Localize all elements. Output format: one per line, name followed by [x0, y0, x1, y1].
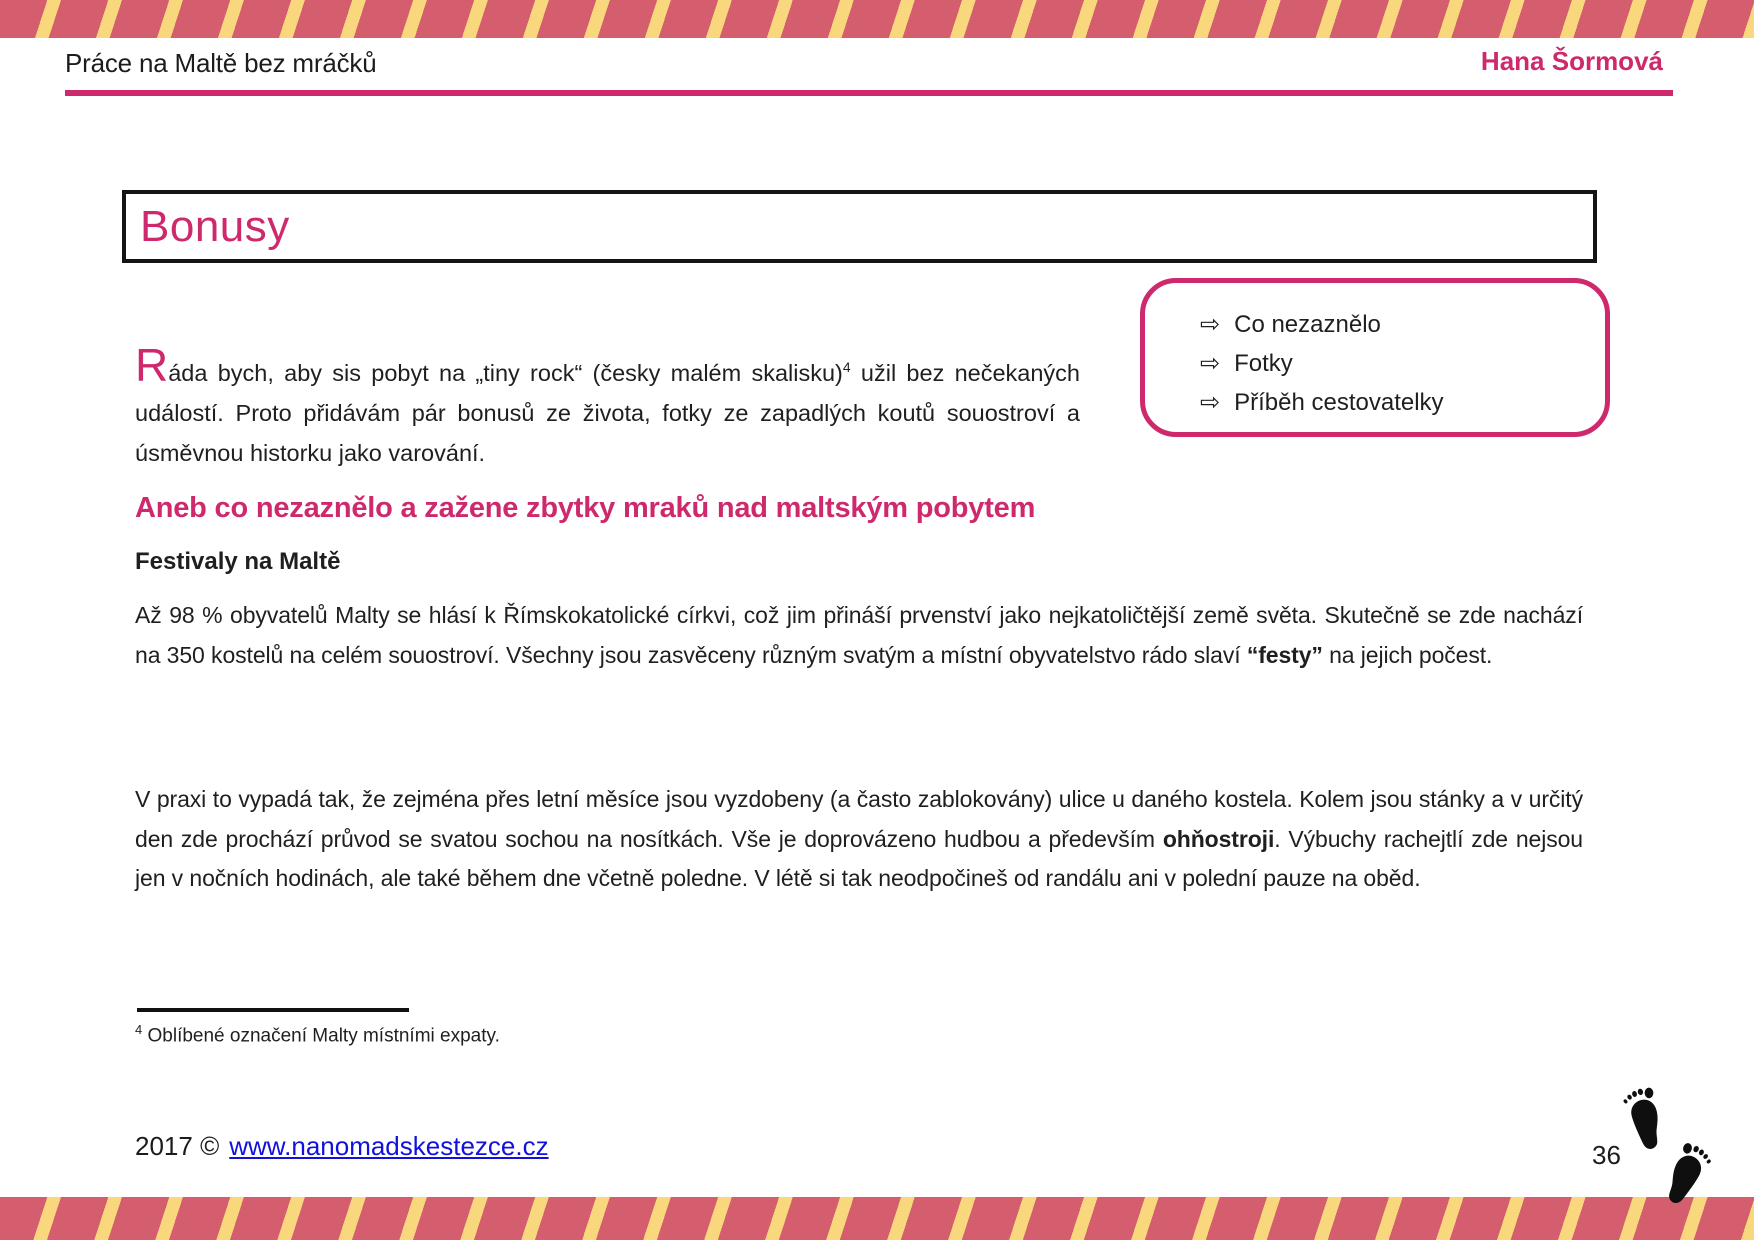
- arrow-right-icon: ⇨: [1200, 350, 1221, 377]
- paragraph-text: Až 98 % obyvatelů Malty se hlásí k Římskokatolické církvi, což jim přináší prvenství jako nejkatoličtější země světa. Skutečně se zde nachází na 350 kostelů na celém souostroví. Všechny jsou zasvěceny různým svatým a místní obyvatelstvo rádo slaví: [135, 602, 1583, 668]
- callout-item-label: Co nezaznělo: [1234, 311, 1381, 338]
- chapter-title: Bonusy: [140, 201, 290, 251]
- chapter-title-box: [122, 190, 1597, 263]
- intro-text-start: áda bych, aby sis pobyt na „tiny rock“ (česky malém skalisku): [168, 359, 843, 386]
- callout-list: [1145, 283, 1605, 422]
- body-paragraph: [135, 780, 1583, 899]
- copyright-text: 2017 ©: [135, 1131, 220, 1161]
- intro-text-end: užil bez nečekaných událostí. Proto přidávám pár bonusů ze života, fotky ze zapadlých koutů souostroví a úsměvnou historku jako varování.: [135, 359, 1080, 466]
- website-link[interactable]: www.nanomadskestezce.cz: [229, 1131, 549, 1161]
- intro-paragraph: [135, 338, 1080, 473]
- sub-heading: Festivaly na Maltě: [135, 548, 341, 575]
- book-title: Práce na Maltě bez mráčků: [65, 48, 377, 78]
- bold-term: “festy”: [1246, 641, 1323, 668]
- contents-callout-box: [1140, 278, 1610, 437]
- callout-item-label: Fotky: [1234, 350, 1293, 377]
- paragraph-text: . Výbuchy rachejtlí zde nejsou jen v nočních hodinách, ale také během dne včetně poledne. V létě si tak neodpočineš od randálu ani v polední pauze na oběd.: [135, 825, 1583, 891]
- section-heading: Aneb co nezaznělo a zažene zbytky mraků nad maltským pobytem: [135, 492, 1036, 525]
- footnote-separator: [137, 1008, 409, 1012]
- footer: [135, 1131, 549, 1162]
- footnote-reference: 4: [842, 358, 851, 375]
- footnote-number: 4: [135, 1022, 143, 1037]
- list-item: [1200, 383, 1605, 422]
- list-item: [1200, 344, 1605, 383]
- arrow-right-icon: ⇨: [1200, 389, 1221, 416]
- body-paragraph: [135, 596, 1583, 675]
- paragraph-text: na jejich počest.: [1322, 641, 1493, 668]
- author-name: Hana Šormová: [1480, 46, 1663, 76]
- bold-term: ohňostroji: [1162, 825, 1275, 852]
- callout-item-label: Příběh cestovatelky: [1234, 389, 1444, 416]
- arrow-right-icon: ⇨: [1200, 311, 1221, 338]
- page-number: 36: [1592, 1140, 1621, 1170]
- header-divider: [65, 90, 1673, 96]
- list-item: [1200, 305, 1605, 344]
- footprints-icon: [1612, 1080, 1724, 1230]
- paragraph-text: V praxi to vypadá tak, že zejména přes letní měsíce jsou vyzdobeny (a často zablokovány) ulice u daného kostela. Kolem jsou stánky a v určitý den zde prochází průvod se svatou sochou na nosítkách. Vše je doprovázeno hudbou a především: [135, 786, 1583, 852]
- bottom-border-stripes: [0, 1197, 1754, 1240]
- footnote-text: Oblíbené označení Malty místními expaty.: [142, 1025, 500, 1047]
- drop-cap: R: [135, 338, 169, 391]
- top-border-stripes: [0, 0, 1754, 38]
- footnote: [135, 1022, 935, 1047]
